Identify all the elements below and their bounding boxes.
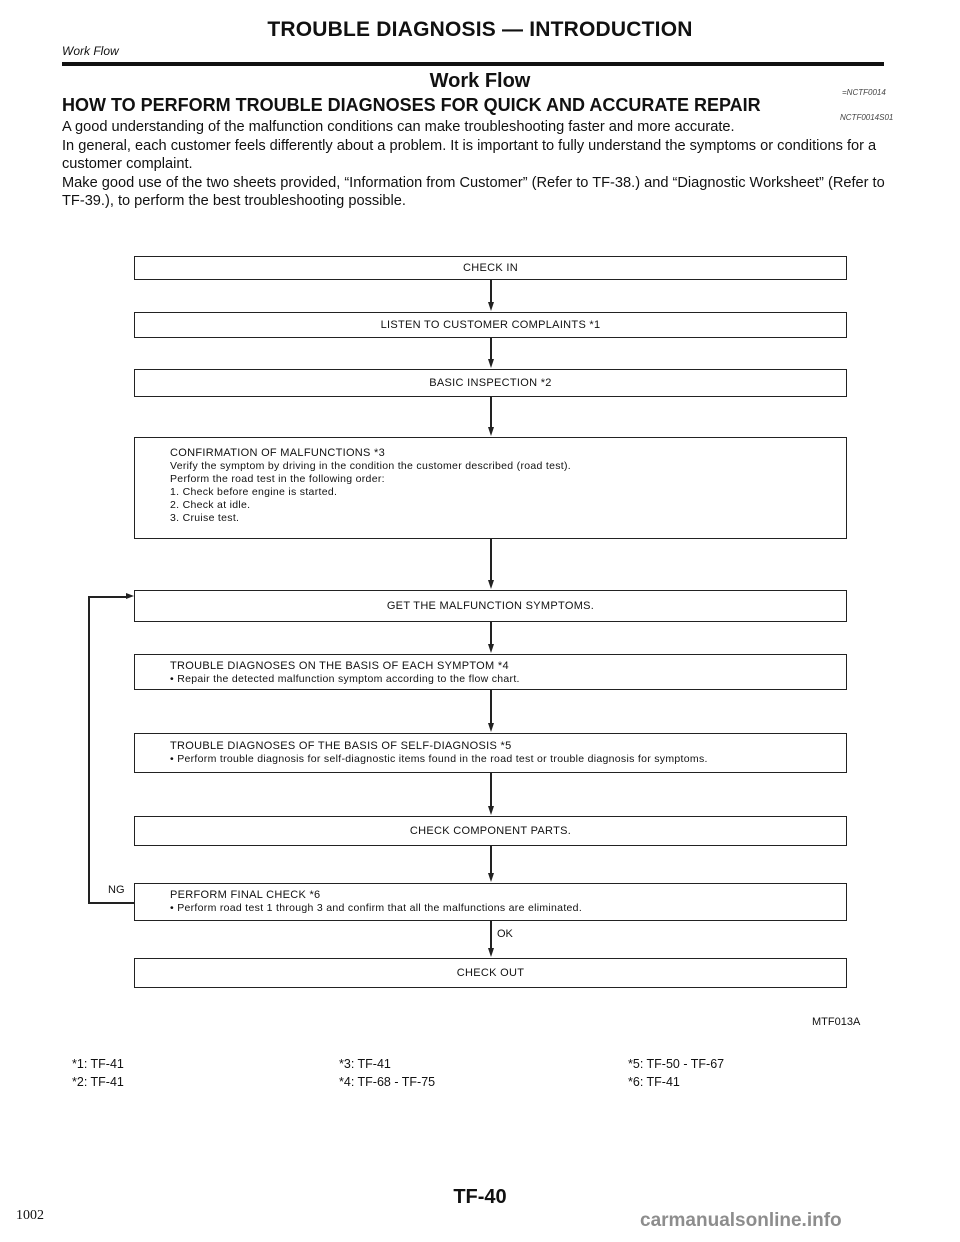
document-title: TROUBLE DIAGNOSIS — INTRODUCTION bbox=[267, 18, 693, 41]
ok-label: OK bbox=[497, 928, 513, 940]
connector-line bbox=[490, 622, 492, 645]
ng-loop-line bbox=[88, 596, 90, 903]
symptom-basis-box bbox=[134, 654, 847, 690]
arrow-right-icon bbox=[126, 593, 134, 599]
confirmation-line: 1. Check before engine is started. bbox=[170, 486, 338, 498]
self-diagnosis-title: TROUBLE DIAGNOSES OF THE BASIS OF SELF-DIAGNOSIS *5 bbox=[170, 740, 512, 752]
connector-line bbox=[490, 338, 492, 360]
subheading: HOW TO PERFORM TROUBLE DIAGNOSES FOR QUICK AND ACCURATE REPAIR bbox=[62, 95, 761, 115]
connector-line bbox=[490, 280, 492, 303]
component-check-box: CHECK COMPONENT PARTS. bbox=[134, 816, 847, 846]
sheet-number: 1002 bbox=[16, 1208, 44, 1223]
self-diagnosis-box bbox=[134, 733, 847, 773]
listen-box: LISTEN TO CUSTOMER COMPLAINTS *1 bbox=[134, 312, 847, 338]
arrow-down-icon bbox=[488, 359, 494, 368]
page-number: TF-40 bbox=[453, 1186, 507, 1208]
get-symptoms-box: GET THE MALFUNCTION SYMPTOMS. bbox=[134, 590, 847, 622]
intro-paragraph: Make good use of the two sheets provided, “Information from Customer” (Refer to TF-38.) and “Diagnostic Worksheet” (Refer to TF-39.), to perform the best troubleshooting possible. bbox=[62, 174, 885, 209]
subheading-ref-code: NCTF0014S01 bbox=[840, 113, 894, 122]
confirmation-line: Perform the road test in the following order: bbox=[170, 473, 385, 485]
section-ref-code: =NCTF0014 bbox=[842, 88, 886, 97]
footnote: *5: TF-50 - TF-67 bbox=[628, 1057, 725, 1071]
arrow-down-icon bbox=[488, 873, 494, 882]
symptom-basis-line: • Repair the detected malfunction symptom according to the flow chart. bbox=[170, 673, 520, 685]
section-label: Work Flow bbox=[62, 44, 119, 58]
footnote: *2: TF-41 bbox=[72, 1075, 124, 1089]
ng-loop-line bbox=[88, 596, 126, 598]
confirmation-line: Verify the symptom by driving in the condition the customer described (road test). bbox=[170, 460, 572, 472]
arrow-down-icon bbox=[488, 580, 494, 589]
footnote: *1: TF-41 bbox=[72, 1057, 124, 1071]
confirmation-title: CONFIRMATION OF MALFUNCTIONS *3 bbox=[170, 447, 386, 459]
confirmation-line: 3. Cruise test. bbox=[170, 512, 240, 524]
footnote: *6: TF-41 bbox=[628, 1075, 680, 1089]
connector-line bbox=[490, 690, 492, 724]
watermark: carmanualsonline.info bbox=[640, 1210, 842, 1231]
header-rule bbox=[62, 62, 884, 66]
arrow-down-icon bbox=[488, 806, 494, 815]
symptom-basis-title: TROUBLE DIAGNOSES ON THE BASIS OF EACH SYMPTOM *4 bbox=[170, 660, 509, 672]
arrow-down-icon bbox=[488, 723, 494, 732]
arrow-down-icon bbox=[488, 302, 494, 311]
intro-text bbox=[62, 118, 892, 211]
connector-line bbox=[490, 397, 492, 428]
basic-inspection-box: BASIC INSPECTION *2 bbox=[134, 369, 847, 397]
check-in-box: CHECK IN bbox=[134, 256, 847, 280]
intro-paragraph: In general, each customer feels differently about a problem. It is important to fully understand the symptoms or conditions for a customer complaint. bbox=[62, 137, 877, 172]
ng-label: NG bbox=[108, 884, 125, 896]
confirmation-box bbox=[134, 437, 847, 539]
connector-line bbox=[490, 539, 492, 581]
check-out-box: CHECK OUT bbox=[134, 958, 847, 988]
section-heading: Work Flow bbox=[429, 70, 531, 92]
final-check-line: • Perform road test 1 through 3 and confirm that all the malfunctions are eliminated. bbox=[170, 902, 583, 914]
connector-line bbox=[490, 921, 492, 949]
self-diagnosis-line: • Perform trouble diagnosis for self-diagnostic items found in the road test or trouble diagnosis for symptoms. bbox=[170, 753, 708, 765]
footnote: *4: TF-68 - TF-75 bbox=[339, 1075, 436, 1089]
final-check-box bbox=[134, 883, 847, 921]
connector-line bbox=[490, 846, 492, 874]
arrow-down-icon bbox=[488, 427, 494, 436]
ng-loop-line bbox=[88, 902, 134, 904]
arrow-down-icon bbox=[488, 644, 494, 653]
intro-paragraph: A good understanding of the malfunction conditions can make troubleshooting faster and more accurate. bbox=[62, 119, 735, 135]
footnote: *3: TF-41 bbox=[339, 1057, 391, 1071]
confirmation-line: 2. Check at idle. bbox=[170, 499, 251, 511]
arrow-down-icon bbox=[488, 948, 494, 957]
connector-line bbox=[490, 773, 492, 807]
figure-id: MTF013A bbox=[812, 1016, 861, 1028]
final-check-title: PERFORM FINAL CHECK *6 bbox=[170, 889, 321, 901]
